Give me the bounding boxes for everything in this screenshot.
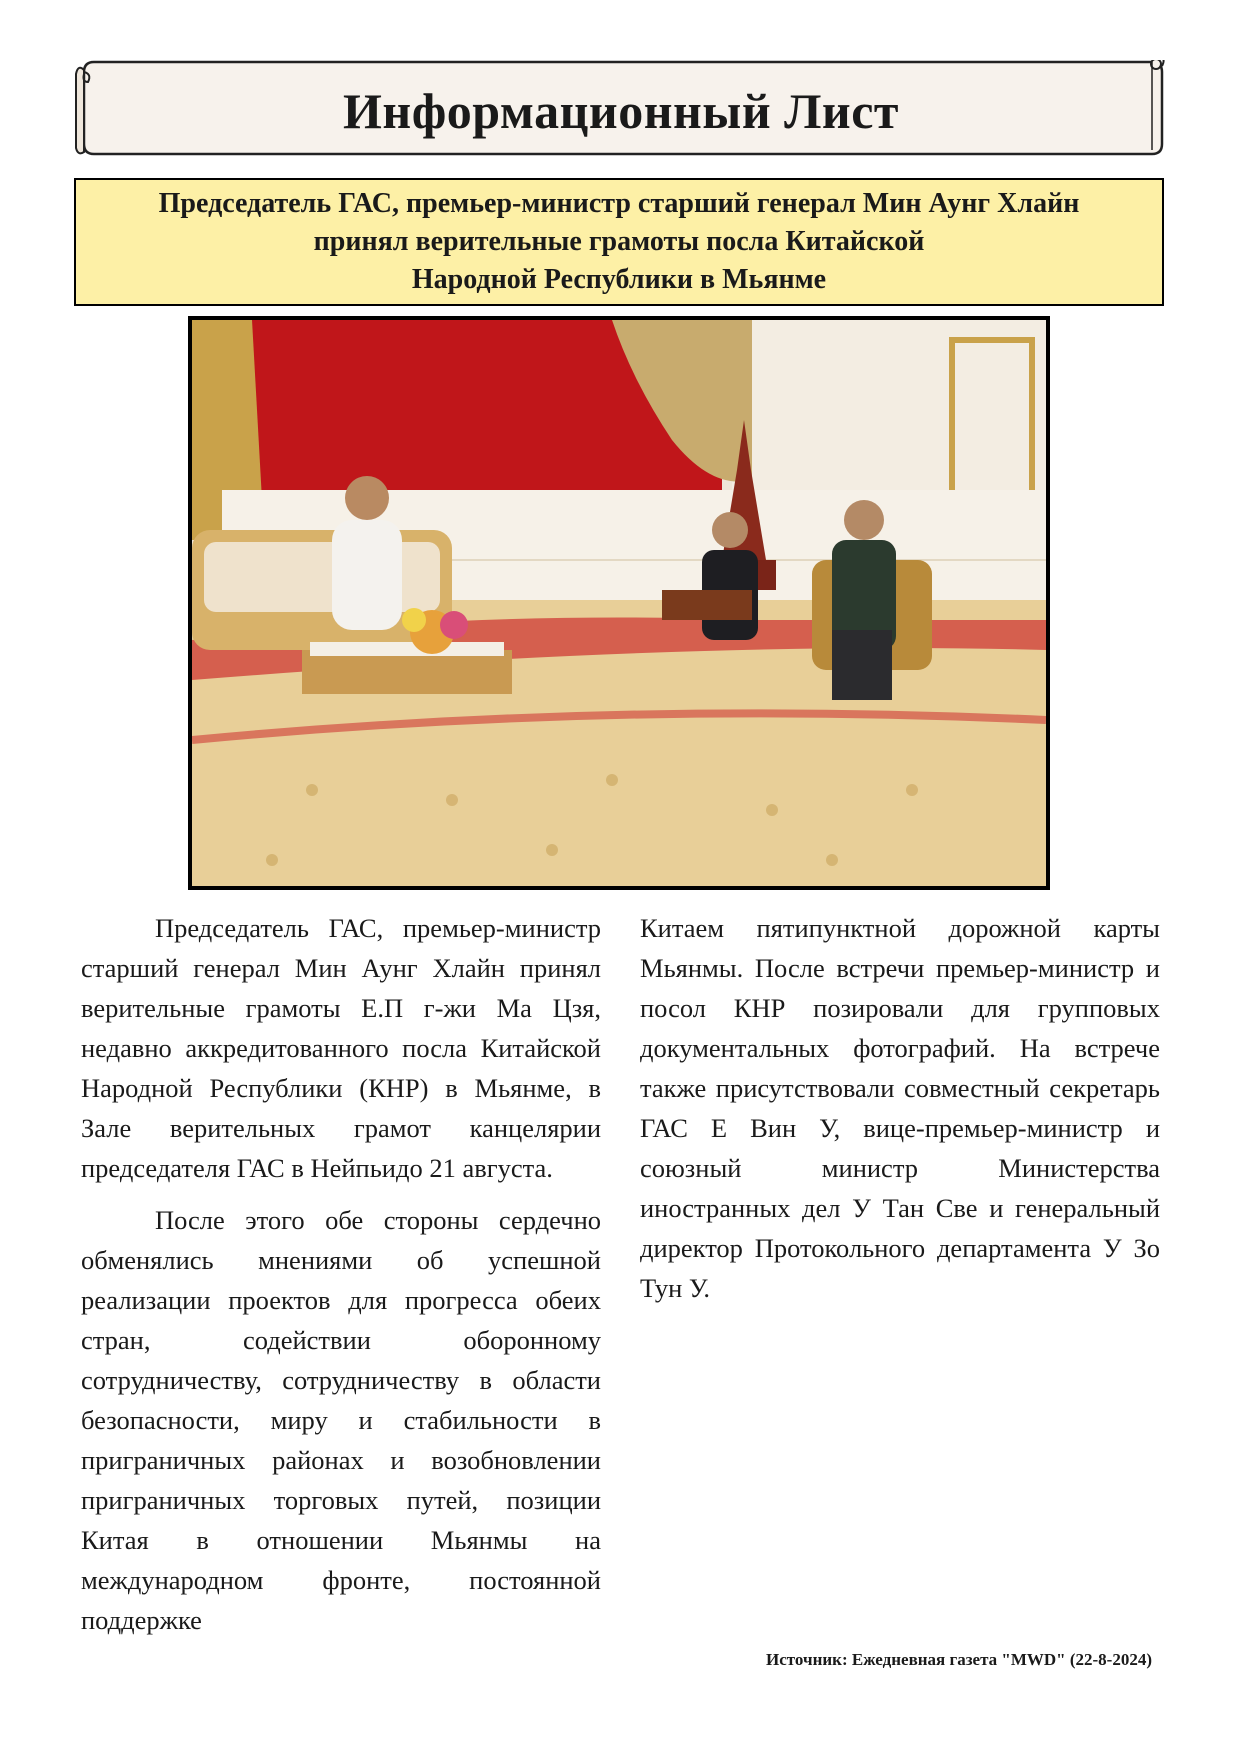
headline-text: Председатель ГАС, премьер-министр старший генерал Мин Аунг Хлайн принял верительные грамоты посла Китайской Народной Республики в Мьянме (158, 188, 1080, 295)
article-left-column (81, 908, 601, 1652)
meeting-photo-illustration (192, 320, 1046, 886)
page-title: Информационный Лист (343, 83, 899, 139)
article-paragraph: После этого обе стороны сердечно обменялись мнениями об успешной реализации проектов для прогресса обеих стран, содействии оборонному сотрудничеству, сотрудничеству в области безопасности, миру и стабильности в приграничных районах и возобновлении приграничных торговых путей, позиции Китая в отношении Мьянмы на международном фронте, постоянной поддержке (81, 1205, 601, 1635)
article-paragraph: Китаем пятипунктной дорожной карты Мьянмы. После встречи премьер-министр и посол КНР позировали для групповых документальных фотографий. На встрече также присутствовали совместный секретарь ГАС Е Вин У, вице-премьер-министр и союзный министр Министерства иностранных дел У Тан Све и генеральный директор Протокольного департамента У Зо Тун У. (640, 913, 1160, 1303)
article-right-column (640, 908, 1160, 1320)
scroll-banner (74, 60, 1168, 160)
headline-box (74, 178, 1164, 306)
meeting-photo (188, 316, 1050, 890)
article-paragraph: Председатель ГАС, премьер-министр старший генерал Мин Аунг Хлайн принял верительные грамоты Е.П г-жи Ма Цзя, недавно аккредитованного посла Китайской Народной Республики (КНР) в Мьянме, в Зале верительных грамот канцелярии председателя ГАС в Нейпьидо 21 августа. (81, 913, 601, 1183)
source-note: Источник: Ежедневная газета "MWD" (22-8-2024) (766, 1650, 1152, 1669)
